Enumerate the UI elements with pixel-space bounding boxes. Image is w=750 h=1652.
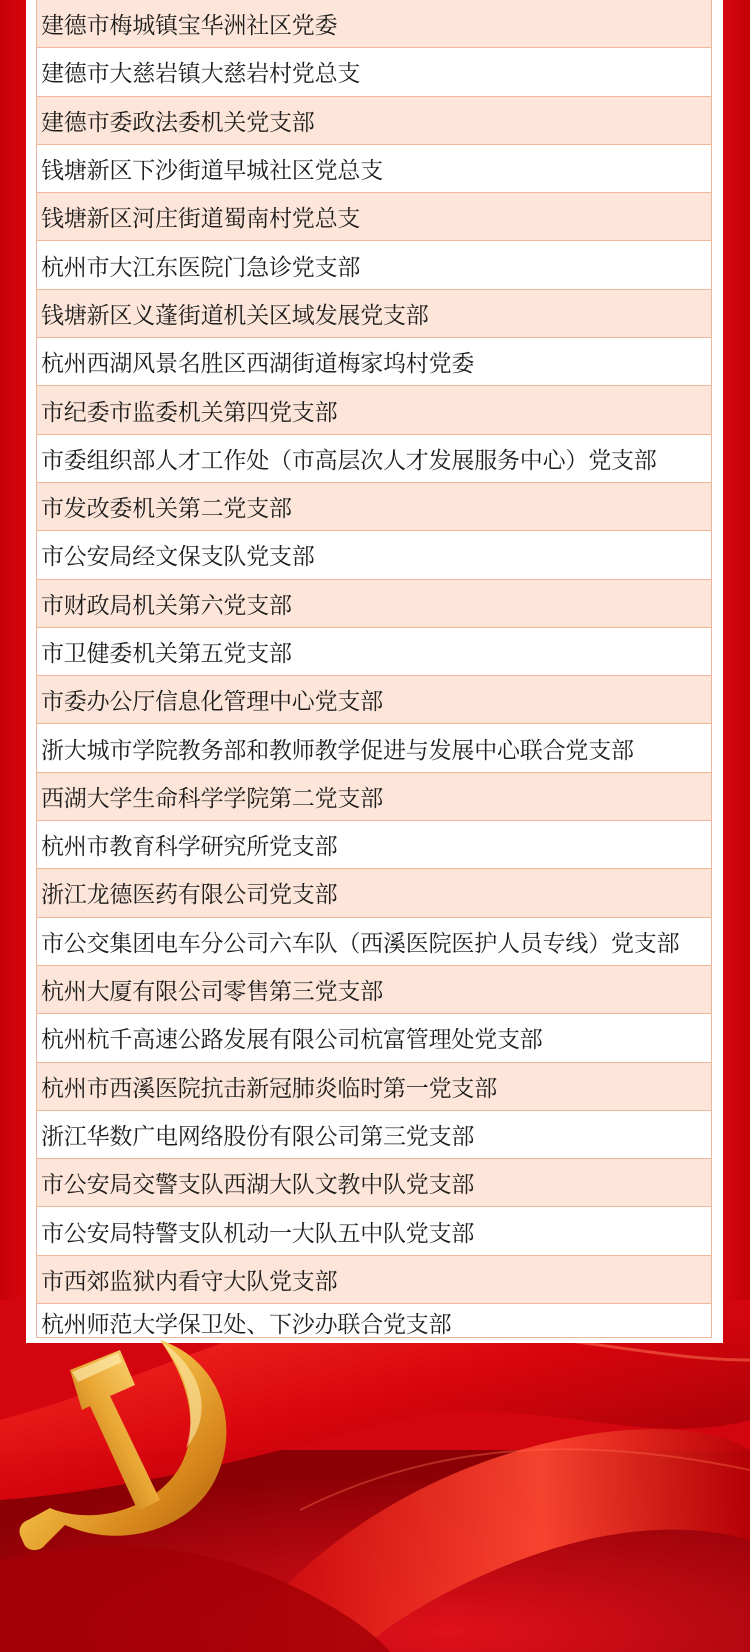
list-item: 钱塘新区义蓬街道机关区域发展党支部 [37,290,711,338]
list-item: 建德市梅城镇宝华洲社区党委 [37,0,711,48]
list-item: 市公安局交警支队西湖大队文教中队党支部 [37,1159,711,1207]
list-item: 杭州西湖风景名胜区西湖街道梅家坞村党委 [37,338,711,386]
list-item: 建德市大慈岩镇大慈岩村党总支 [37,48,711,96]
list-item: 市公交集团电车分公司六车队（西溪医院医护人员专线）党支部 [37,918,711,966]
list-item: 钱塘新区下沙街道早城社区党总支 [37,145,711,193]
list-item: 市委组织部人才工作处（市高层次人才发展服务中心）党支部 [37,435,711,483]
hammer-and-sickle-icon [10,1330,250,1560]
list-item: 建德市委政法委机关党支部 [37,97,711,145]
list-item: 杭州大厦有限公司零售第三党支部 [37,966,711,1014]
list-item: 市纪委市监委机关第四党支部 [37,386,711,434]
list-item: 杭州杭千高速公路发展有限公司杭富管理处党支部 [37,1014,711,1062]
list-item: 杭州师范大学保卫处、下沙办联合党支部 [37,1304,711,1337]
list-item: 杭州市西溪医院抗击新冠肺炎临时第一党支部 [37,1063,711,1111]
list-item: 浙江龙德医药有限公司党支部 [37,869,711,917]
list-item: 杭州市教育科学研究所党支部 [37,821,711,869]
branch-list [36,0,712,1338]
list-item: 市发改委机关第二党支部 [37,483,711,531]
list-item: 市委办公厅信息化管理中心党支部 [37,676,711,724]
list-item: 钱塘新区河庄街道蜀南村党总支 [37,193,711,241]
list-item: 市公安局特警支队机动一大队五中队党支部 [37,1207,711,1255]
list-item: 市公安局经文保支队党支部 [37,531,711,579]
list-item: 市西郊监狱内看守大队党支部 [37,1256,711,1304]
list-item: 市卫健委机关第五党支部 [37,628,711,676]
list-item: 市财政局机关第六党支部 [37,580,711,628]
list-item: 西湖大学生命科学学院第二党支部 [37,773,711,821]
list-item: 浙大城市学院教务部和教师教学促进与发展中心联合党支部 [37,724,711,772]
list-item: 浙江华数广电网络股份有限公司第三党支部 [37,1111,711,1159]
list-item: 杭州市大江东医院门急诊党支部 [37,241,711,289]
